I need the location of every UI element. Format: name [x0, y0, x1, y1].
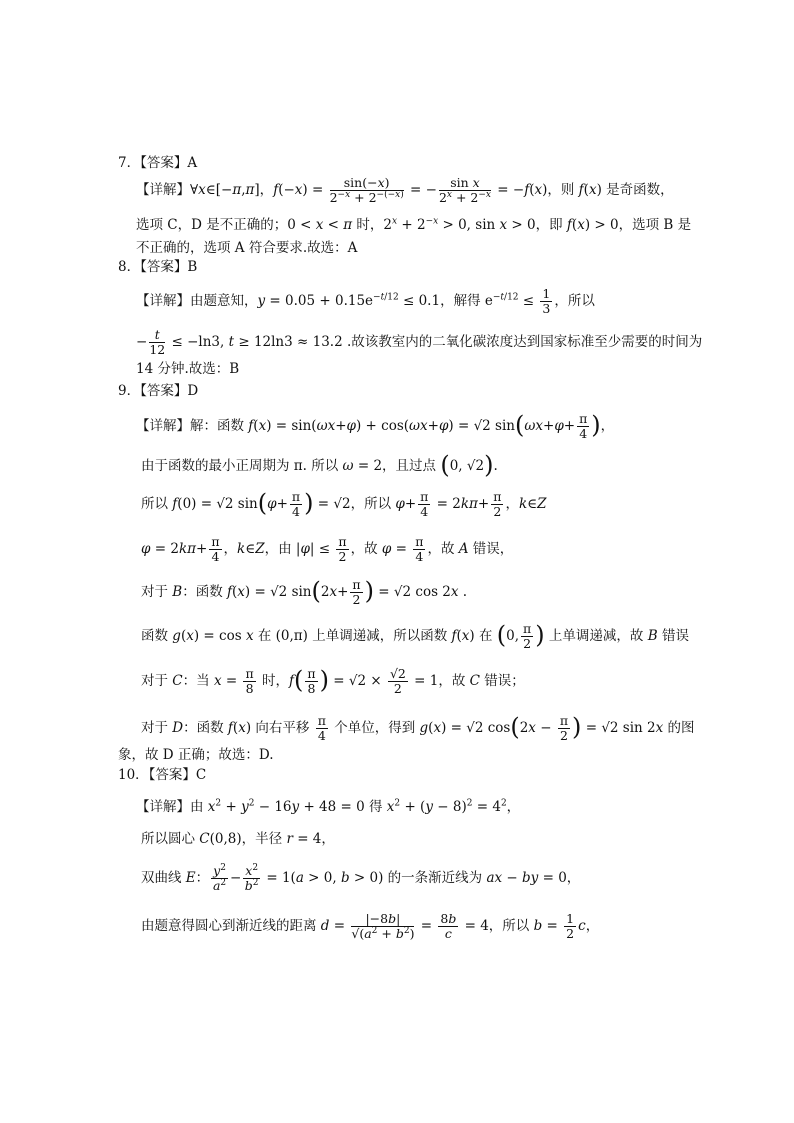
q9-line-4: φ = 2kπ+ $\frac{\pi}{4}$ ，k∈Z，由 |φ| ≤ $\frac{\pi}{2}$ ，故 φ = $\frac{\pi}{4}$ ，故 A 错误，	[141, 534, 514, 564]
q9-answer-heading: 9．【答案】D	[118, 383, 199, 399]
q7-detail-line-1: 【详解】∀x∈[−π,π]，f(−x) = $\frac{\sin(-x)}{2^{-x} + 2^{-(-x)}}$ = − $\frac{\text{sin x}}{2^x + 2^{-x}}$ = −f(x)，则 f(x) 是奇函数，	[136, 175, 674, 205]
q9-line-8: 对于 D：函数 f(x) 向右平移 $\frac{\pi}{4}$ 个单位，得到 g(x) = √2 cos(2x − $\frac{\pi}{2}$ ) = √2 sin 2x 的图	[141, 713, 695, 743]
q9-line-1: 【详解】解：函数 f(x) = sin(ωx+φ) + cos(ωx+φ) = √2 sin(ωx+φ+ $\frac{\pi}{4}$ )，	[136, 411, 615, 441]
q9-line-6: 函数 g(x) = cos x 在 (0,π) 上单调递减，所以函数 f(x) 在 (0, $\frac{\pi}{2}$ ) 上单调递减，故 B 错误	[141, 621, 689, 651]
q8-detail-line-2: − $\frac{t}{12}$ ≤ −ln3, t ≥ 12ln3 ≈ 13.2 .故该教室内的二氧化碳浓度达到国家标准至少需要的时间为	[136, 327, 703, 357]
q10-line-2: 所以圆心 C(0,8)，半径 r = 4，	[141, 831, 335, 847]
q8-answer-heading: 8．【答案】B	[118, 259, 198, 275]
q10-line-3: 双曲线 E： $\frac{y^2}{a^2}$ − $\frac{x^2}{b^2}$ = 1(a > 0, b > 0) 的一条渐近线为 ax − by = 0，	[141, 862, 581, 893]
q10-line-4: 由题意得圆心到渐近线的距离 d = $\frac{|-8b|}{√(a^2 + b^2)}$ = $\frac{8b}{c}$ = 4，所以 b = $\frac{1}{2}$ c，	[141, 911, 600, 941]
q9-line-7: 对于 C：当 x = $\frac{\pi}{8}$ 时，f( $\frac{\pi}{8}$ ) = √2 × $\frac{√2}{2}$ = 1，故 C 错误；	[141, 666, 525, 696]
q9-line-3: 所以 f(0) = √2 sin(φ+ $\frac{\pi}{4}$ ) = √2，所以 φ+ $\frac{\pi}{4}$ = 2kπ+ $\frac{\pi}{2}$ ，k∈Z	[141, 489, 547, 519]
q8-detail-line-3: 14 分钟.故选：B	[136, 361, 240, 377]
q7-detail-line-3: 不正确的，选项 A 符合要求.故选：A	[136, 240, 358, 256]
q9-line-2: 由于函数的最小正周期为 π. 所以 ω = 2，且过点 (0, √2).	[141, 451, 498, 479]
q7-detail-line-2: 选项 C，D 是不正确的；0 < x < π 时，$2^x + 2^{-x} > 0$, sin x > 0，即 f(x) > 0，选项 B 是	[136, 216, 692, 233]
q9-line-5: 对于 B：函数 f(x) = √2 sin(2x+ $\frac{\pi}{2}$ ) = √2 cos 2x .	[141, 577, 468, 607]
q9-line-9: 象，故 D 正确；故选：D.	[118, 747, 274, 763]
q10-answer-heading: 10．【答案】C	[118, 767, 207, 783]
q10-line-1: 【详解】由 $x^2 + y^2 - 16y + 48 = 0$ 得 $x^2 + (y - 8)^2 = 4^2$，	[136, 798, 521, 815]
q7-answer-heading: 7．【答案】A	[118, 155, 198, 171]
q8-detail-line-1: 【详解】由题意知，$y = 0.05 + 0.15e^{-t/12} \le 0.1$，解得 $e^{-t/12}$ ≤ $\frac{1}{3}$ ，所以	[136, 286, 595, 316]
